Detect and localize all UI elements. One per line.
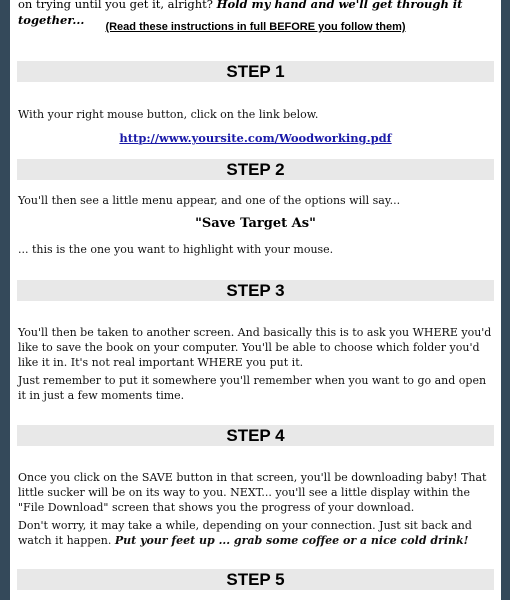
step-4-paragraph-1: Once you click on the SAVE button in that screen, you'll be downloading baby! That little sucker will be on its way to you. NEXT... you'll see a little display within the "File Download" screen that shows you the progress of your download. <box>18 471 487 514</box>
step-4-header: STEP 4 <box>17 425 494 446</box>
step-2-header: STEP 2 <box>17 159 494 180</box>
step-1-header: STEP 1 <box>17 61 494 82</box>
intro-emphasis: Hold my hand and we'll get through it together... <box>18 0 463 27</box>
step-4-paragraph-2-text: Don't worry, it may take a while, depending on your connection. Just sit back and watch it happen. <box>18 519 472 547</box>
step-4-paragraph-2 <box>18 518 492 548</box>
intro-plain: on trying until you get it, alright? <box>18 0 217 11</box>
step-3-paragraph-1: You'll then be taken to another screen. And basically this is to ask you WHERE you'd like to save the book on your computer. You'll be able to choose which folder you'd like it in. It's not real important WHERE you put it. <box>18 326 492 369</box>
step-2-note: ... this is the one you want to highlight with your mouse. <box>18 243 334 256</box>
step-2-instruction: You'll then see a little menu appear, and one of the options will say... <box>18 194 401 207</box>
read-instructions-note <box>10 21 501 33</box>
step-3-header: STEP 3 <box>17 280 494 301</box>
read-instructions-link[interactable]: (Read these instructions in full BEFORE you follow them) <box>105 21 406 33</box>
download-link[interactable]: http://www.yoursite.com/Woodworking.pdf <box>119 131 392 145</box>
step-5-header: STEP 5 <box>17 569 494 590</box>
save-target-as-label: "Save Target As" <box>195 216 316 231</box>
step-4-emphasis: Put your feet up ... grab some coffee or a nice cold drink! <box>114 534 469 547</box>
instructions-page <box>10 0 501 600</box>
step-3-paragraph-2: Just remember to put it somewhere you'll remember when you want to go and open it in just a few moments time. <box>18 374 487 402</box>
step-1-instruction: With your right mouse button, click on the link below. <box>18 108 319 121</box>
